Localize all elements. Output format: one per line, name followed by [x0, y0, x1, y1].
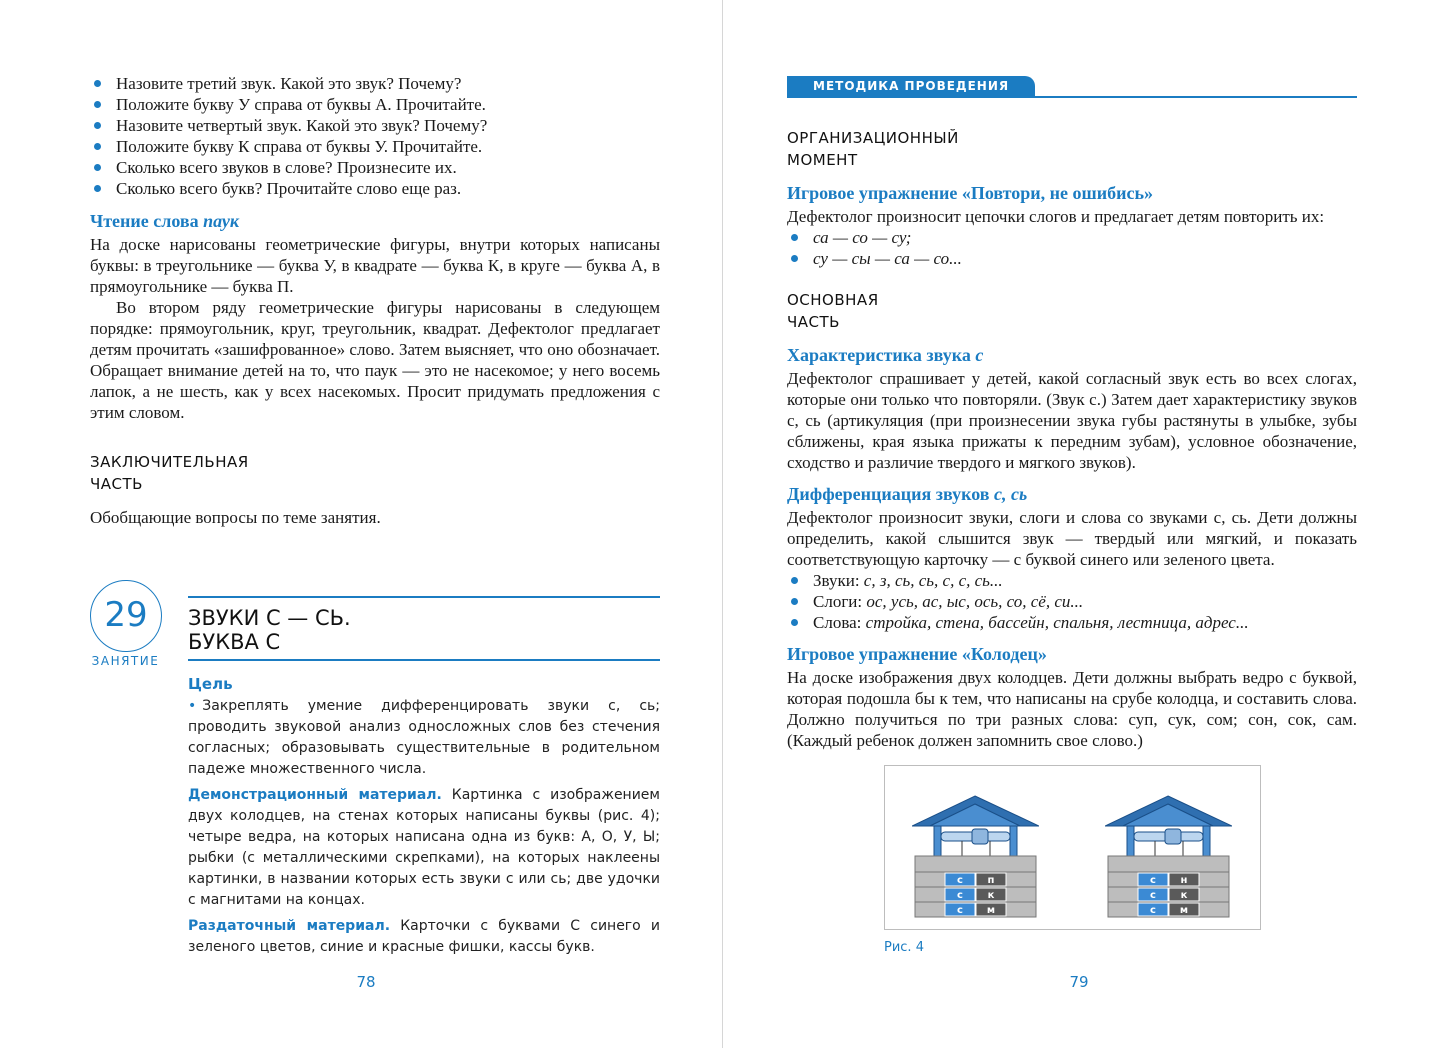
title-rule-top	[188, 596, 660, 598]
lesson-description	[188, 674, 660, 958]
lesson-label: ЗАНЯТИЕ	[91, 654, 160, 668]
game1-body	[787, 206, 1357, 269]
method-rule	[787, 96, 1357, 98]
well-letter: с	[1150, 875, 1156, 886]
well-drawing	[912, 794, 1039, 919]
well-letter: м	[986, 905, 996, 916]
demo-label: Демонстрационный материал.	[188, 787, 442, 803]
demo-text: Картинка с изображением двух колодцев, на стенах которых написаны буквы (рис. 4); четыре ведра, на которых написана одна из букв: А, О, У, Ы; рыбки (с металлическими скрепками), на которых наклеены картинки, в названии которых есть звуки с или сь; две удочки с магнитами на концах.	[188, 787, 660, 908]
bullet-list-top	[90, 73, 670, 199]
section-title-line: ОРГАНИЗАЦИОННЫЙ	[787, 129, 959, 147]
list-item-value: ос, усь, ас, ыс, ось, со, сё, си...	[866, 592, 1084, 611]
list-item: Назовите четвертый звук. Какой это звук? Почему?	[90, 115, 670, 136]
list-item-text: са — со — су;	[813, 228, 912, 247]
game1-heading: Игровое упражнение «Повтори, не ошибись»	[787, 183, 1153, 203]
goal-text-body: Закреплять умение дифференцировать звуки с, сь; проводить звуковой анализ односложных слов без стечения согласных; образовывать существительные в родительном падеже множественного числа.	[188, 698, 660, 777]
list-item-value: с, з, сь, сь, с, с, сь...	[863, 571, 1003, 590]
list-item-label: Слоги:	[813, 592, 863, 611]
section-title-line: ЗАКЛЮЧИТЕЛЬНАЯ	[90, 453, 249, 471]
lesson-number-circle	[90, 580, 162, 652]
game2-body	[787, 667, 1357, 751]
diff-body	[787, 507, 1357, 633]
list-item-text: су — сы — са — со...	[813, 249, 962, 268]
well-letter: с	[1150, 890, 1156, 901]
goal-text	[188, 696, 660, 780]
well-drum-hub	[1165, 829, 1181, 844]
org-section-title	[787, 127, 959, 171]
well-left	[912, 794, 1039, 919]
char-text: Дефектолог спрашивает у детей, какой согласный звук есть во всех слогах, которые они только что повторяли. (Звук с.) Затем дает характеристику звуков с, сь (артикуляция (при произнесении звука губы растянуты в улыбке, зубы сближены, края языка прижаты к передним зубам), условное обозначение, сходство и различие твердого и мягкого звуков).	[787, 369, 1357, 472]
reading-heading: Чтение слова паук	[90, 211, 240, 231]
game1-list	[787, 227, 1357, 269]
list-item	[787, 570, 1357, 591]
final-text: Обобщающие вопросы по теме занятия.	[90, 508, 381, 527]
diff-list	[787, 570, 1357, 633]
page-number-left: 78	[356, 973, 376, 991]
list-item: Положите букву У справа от буквы А. Прочитайте.	[90, 94, 670, 115]
well-letter: м	[1179, 905, 1189, 916]
page-number-right: 79	[1069, 973, 1089, 991]
well-drawing	[1105, 794, 1232, 919]
well-letter: п	[987, 875, 995, 886]
game1-text: Дефектолог произносит цепочки слогов и предлагает детям повторить их:	[787, 207, 1325, 226]
final-section-title	[90, 451, 249, 495]
list-item	[787, 248, 1357, 269]
well-drum-hub	[972, 829, 988, 844]
list-item: Положите букву К справа от буквы У. Прочитайте.	[90, 136, 670, 157]
right-page	[723, 0, 1445, 1048]
lesson-title-line: ЗВУКИ С — СЬ.	[188, 606, 351, 630]
goal-label: Цель	[188, 675, 233, 693]
well-letter: с	[957, 875, 963, 886]
well-wall-top	[1108, 856, 1229, 872]
demo-material	[188, 785, 660, 911]
well-letter: с	[957, 905, 963, 916]
handout-label: Раздаточный материал.	[188, 918, 391, 934]
game2-heading: Игровое упражнение «Колодец»	[787, 644, 1047, 664]
bullet-icon: •	[188, 698, 197, 714]
list-item-label: Слова:	[813, 613, 862, 632]
list-item	[787, 591, 1357, 612]
list-item-label: Звуки:	[813, 571, 860, 590]
section-title-line: ЧАСТЬ	[90, 475, 143, 493]
list-item-value: стройка, стена, бассейн, спальня, лестница, адрес...	[865, 613, 1249, 632]
diff-text: Дефектолог произносит звуки, слоги и слова со звуками с, сь. Дети должны определить, какой слышится звук — твердый или мягкий, и показать соответствующую карточку — с буквой синего или зеленого цвета.	[787, 508, 1357, 569]
well-letter: к	[1180, 890, 1188, 901]
well-letter: с	[957, 890, 963, 901]
list-item: Назовите третий звук. Какой это звук? Почему?	[90, 73, 670, 94]
section-title-line: ЧАСТЬ	[787, 313, 840, 331]
handout-text: Карточки с буквами С синего и зеленого цветов, синие и красные фишки, кассы букв.	[188, 918, 661, 955]
char-body	[787, 368, 1357, 473]
lesson-number: 29	[104, 595, 148, 635]
game2-text: На доске изображения двух колодцев. Дети должны выбрать ведро с буквой, которая подошла бы к тем, что написаны на срубе колодца, и составить слова. Должно получиться по три разных слова: суп, сук, сом; сон, сок, сам. (Каждый ребенок должен запомнить свое слово.)	[787, 668, 1357, 750]
section-title-line: МОМЕНТ	[787, 151, 858, 169]
main-section-title	[787, 289, 879, 333]
list-item: Сколько всего звуков в слове? Произнесите их.	[90, 157, 670, 178]
title-rule-bottom	[188, 659, 660, 661]
figure-caption: Рис. 4	[884, 940, 924, 955]
well-right	[1105, 794, 1232, 919]
well-letter: н	[1180, 875, 1188, 886]
section-title-line: ОСНОВНАЯ	[787, 291, 879, 309]
well-wall-top	[915, 856, 1036, 872]
reading-body	[90, 234, 660, 423]
char-heading: Характеристика звука с	[787, 345, 984, 365]
lesson-title	[188, 606, 351, 654]
well-letter: с	[1150, 905, 1156, 916]
reading-paragraph-1: На доске нарисованы геометрические фигуры, внутри которых написаны буквы: в треугольнике — буква У, в квадрате — буква К, в круге — буква А, в прямоугольнике — буква П.	[90, 235, 660, 296]
method-tab: МЕТОДИКА ПРОВЕДЕНИЯ	[787, 76, 1035, 97]
list-item: Сколько всего букв? Прочитайте слово еще раз.	[90, 178, 670, 199]
diff-heading: Дифференциация звуков с, сь	[787, 484, 1028, 504]
figure-frame	[884, 765, 1261, 930]
handout-material	[188, 916, 660, 958]
well-letter: к	[987, 890, 995, 901]
list-item	[787, 227, 1357, 248]
lesson-title-line: БУКВА С	[188, 630, 281, 654]
list-item	[787, 612, 1357, 633]
reading-paragraph-2: Во втором ряду геометрические фигуры нарисованы в следующем порядке: прямоугольник, круг, треугольник, квадрат. Дефектолог предлагает детям прочитать «зашифрованное» слово. Затем выясняет, что оно обозначает. Обращает внимание детей на то, что паук — это не насекомое; у него восемь лапок, а не шесть, как у всех насекомых. Просит придумать предложения с этим словом.	[90, 298, 660, 422]
